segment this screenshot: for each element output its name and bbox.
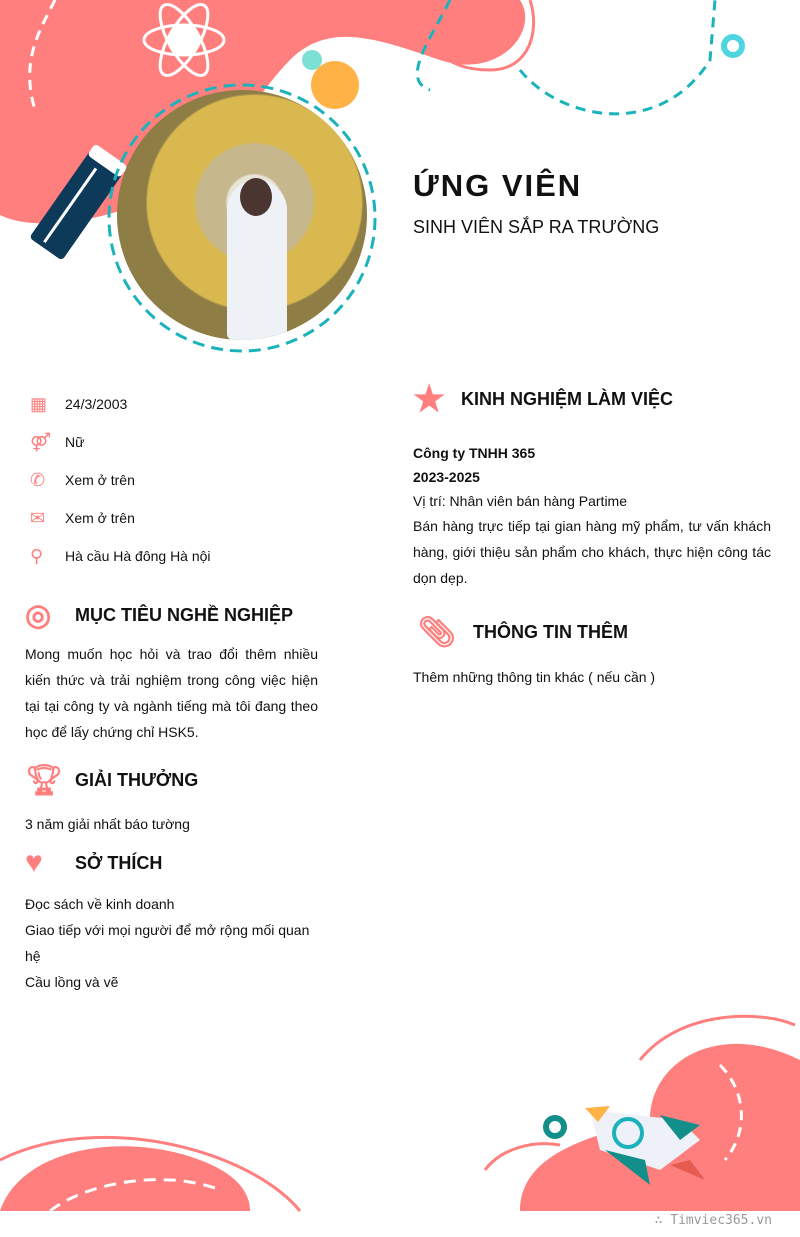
- gender-icon: ⚤: [30, 431, 52, 452]
- extra-heading: 📎︎ THÔNG TIN THÊM: [418, 616, 628, 649]
- hobby-item: Giao tiếp với mọi người để mở rộng mối quan hệ: [25, 922, 310, 964]
- role: Vị trí: Nhân viên bán hàng Partime: [413, 493, 628, 509]
- job-description: Bán hàng trực tiếp tại gian hàng mỹ phẩm, tư vấn khách hàng, giới thiệu sản phẩm cho khách, thực hiện công tác dọn dẹp.: [413, 518, 771, 586]
- hobby-item: Cầu lồng và vẽ: [25, 974, 119, 990]
- hobbies-heading: ♥ SỞ THÍCH: [25, 846, 163, 879]
- target-icon: ◎: [25, 599, 52, 632]
- objective-heading: ◎ MỤC TIÊU NGHỀ NGHIỆP: [25, 599, 294, 632]
- awards-text: 3 năm giải nhất báo tường: [25, 816, 190, 832]
- watermark: ∴ Timviec365.vn: [654, 1213, 772, 1228]
- email-icon: ✉: [30, 507, 46, 528]
- phone-icon: ✆: [30, 469, 46, 490]
- extra-text: Thêm những thông tin khác ( nếu cần ): [413, 669, 656, 685]
- birthdate: 24/3/2003: [65, 396, 128, 412]
- trophy-icon: 🏆︎: [25, 764, 64, 797]
- address: Hà cầu Hà đông Hà nội: [65, 548, 211, 564]
- paperclip-icon: 📎︎: [418, 616, 457, 649]
- star-icon: ★: [413, 378, 446, 419]
- heart-icon: ♥: [25, 846, 43, 879]
- location-icon: ⚲: [30, 545, 44, 566]
- candidate-name: ỨNG VIÊN: [413, 168, 583, 203]
- gender: Nữ: [65, 434, 85, 450]
- awards-heading: 🏆︎ GIẢI THƯỞNG: [25, 764, 199, 797]
- experience-heading: ★ KINH NGHIỆM LÀM VIỆC: [413, 378, 674, 419]
- objective-text: Mong muốn học hỏi và trao đổi thêm nhiều kiến thức và trải nghiệm trong công việc hiện tại tại công ty và ngành tiếng mà tôi đang theo học để lấy chứng chỉ HSK5.: [25, 646, 318, 740]
- email: Xem ở trên: [65, 510, 135, 526]
- calendar-icon: ▦: [30, 393, 48, 414]
- phone: Xem ở trên: [65, 472, 135, 488]
- company: Công ty TNHH 365: [413, 445, 536, 461]
- hobby-item: Đọc sách về kinh doanh: [25, 896, 175, 912]
- period: 2023-2025: [413, 469, 480, 485]
- candidate-position: SINH VIÊN SẮP RA TRƯỜNG: [413, 217, 660, 237]
